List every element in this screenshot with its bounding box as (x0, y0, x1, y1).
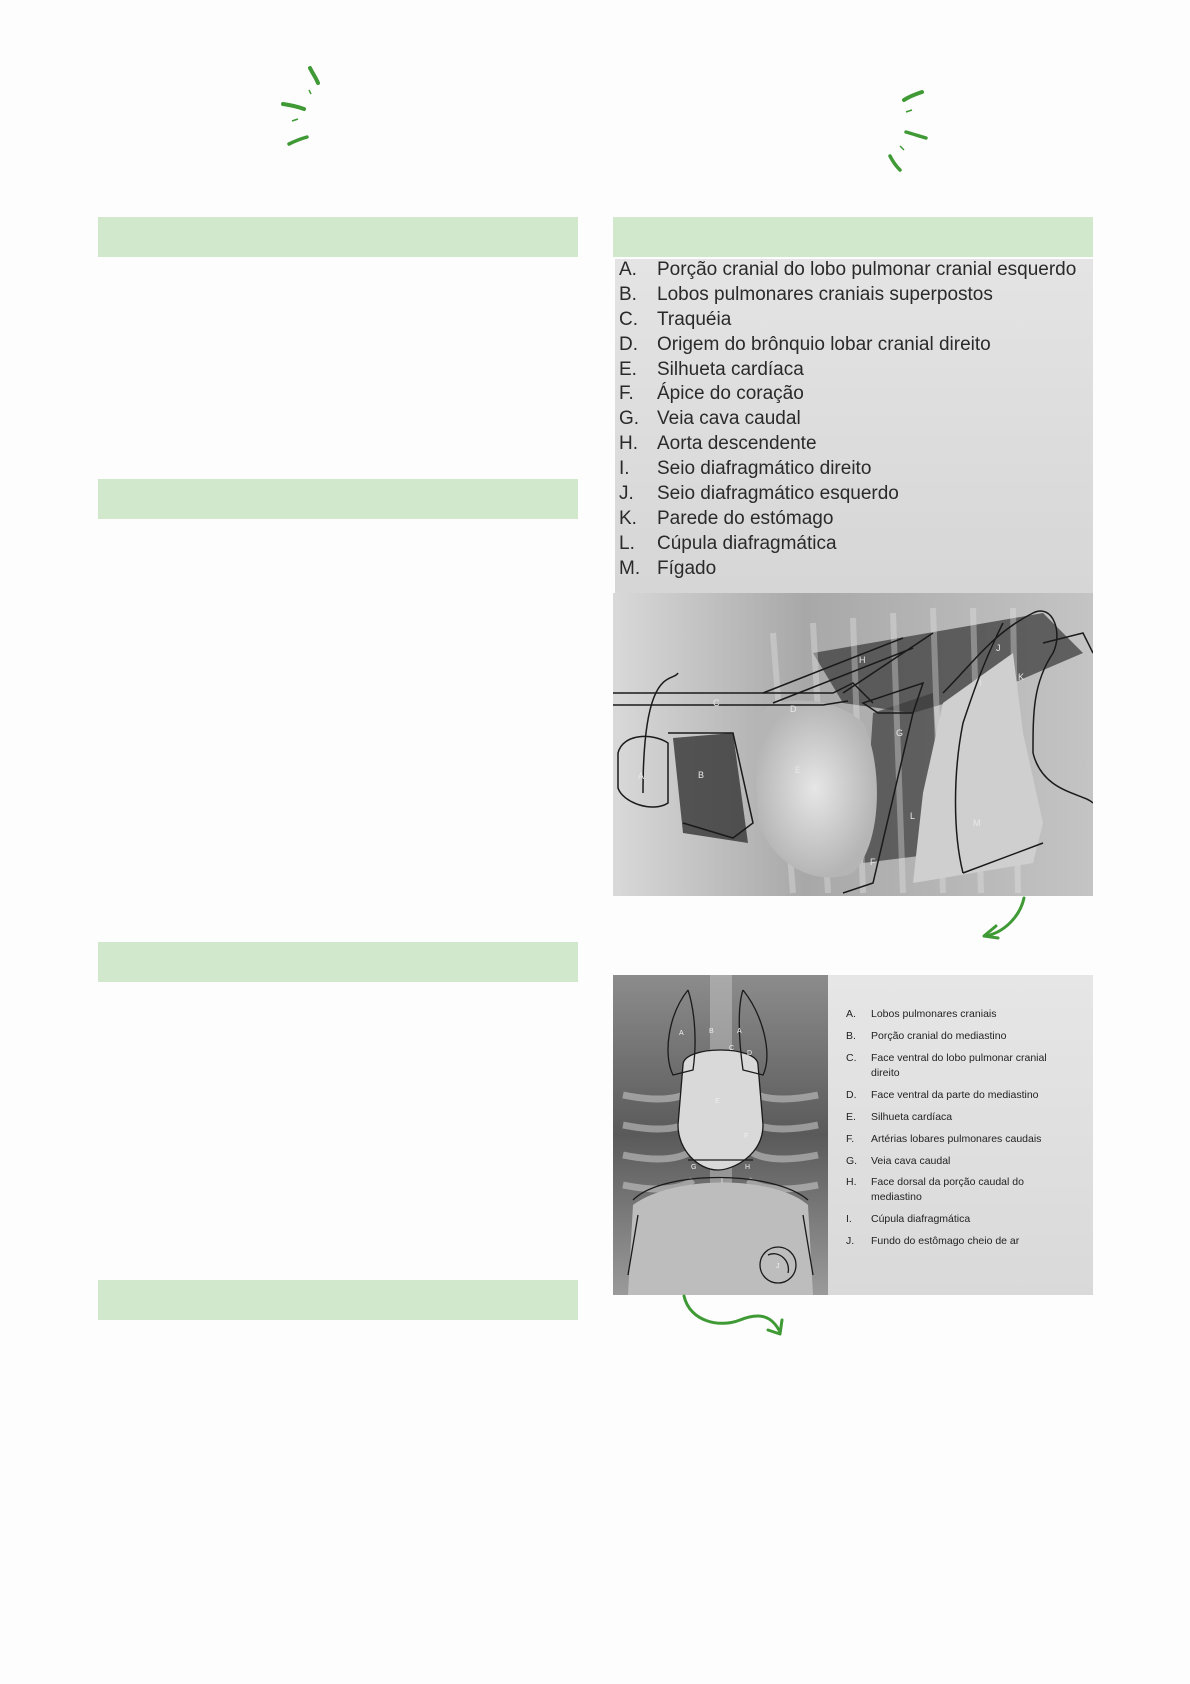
curved-arrow-icon (980, 896, 1028, 946)
section-bar-4 (98, 1280, 578, 1320)
sparkle-right-icon (886, 88, 934, 174)
legend-item: L. Cúpula diafragmática (619, 533, 837, 554)
xray1-label-l: L (910, 811, 916, 821)
xray2-label-f: F (744, 1133, 749, 1140)
xray2-label-b: B (709, 1028, 714, 1035)
xray2-label-c: C (729, 1045, 735, 1052)
xray1-label-j: J (996, 643, 1001, 653)
lateral-thorax-xray (613, 593, 1093, 896)
xray1-label-g: G (896, 728, 904, 738)
legend-item: B. Lobos pulmonares craniais superpostos (619, 284, 993, 305)
xray1-label-b: B (698, 770, 705, 780)
xray1-label-c: C (713, 698, 720, 708)
xray2-label-d: D (747, 1050, 753, 1057)
xray2-label-h: H (745, 1164, 751, 1171)
legend-item: M. Fígado (619, 558, 717, 579)
xray2-label-e: E (715, 1098, 720, 1105)
xray1-label-h: H (859, 655, 866, 665)
ventrodorsal-xray-figure (613, 975, 1093, 1295)
xray1-label-a: A (638, 771, 645, 781)
ventrodorsal-thorax-xray (613, 975, 828, 1295)
legend-item: G. Veia cava caudal (619, 408, 801, 429)
legend-item: D. Origem do brônquio lobar cranial direito (619, 334, 991, 355)
xray2-label-g: G (691, 1164, 697, 1171)
legend-item: J. Seio diafragmático esquerdo (619, 483, 899, 504)
legend-item: A. Porção cranial do lobo pulmonar cranial esquerdo (619, 259, 1077, 280)
section-bar-1 (98, 217, 578, 257)
xray1-label-i: I (979, 678, 982, 688)
legend-item: C. Traquéia (619, 309, 732, 330)
sparkle-left-icon (280, 66, 330, 148)
xray1-label-k: K (1018, 672, 1025, 682)
xray2-label-a-right: A (737, 1028, 742, 1035)
legend-item: F. Ápice do coração (619, 383, 804, 404)
xray2-label-a-left: A (679, 1030, 684, 1037)
lateral-xray-legend (615, 259, 1093, 593)
xray1-label-m: M (973, 818, 981, 828)
wavy-arrow-icon (680, 1292, 790, 1346)
ventrodorsal-xray-legend: A. Lobos pulmonares craniais B. Porção cranial do mediastino C. Face ventral do lobo pulmonar cranial direito D. Face ventral da parte do mediastino E. Silhueta cardíaca F. Artérias lobares pulmonares caudais G. Veia cava caudal H. Face dorsal da porção caudal do mediastino I. Cúpula diafragmática J. Fundo do estômago cheio de ar (828, 975, 1093, 1295)
xray2-label-i: I (721, 1178, 723, 1185)
xray1-label-f: F (870, 857, 876, 867)
section-bar-3 (98, 942, 578, 982)
legend-item: I. Seio diafragmático direito (619, 458, 872, 479)
legend-item: H. Aorta descendente (619, 433, 817, 454)
legend-item: E. Silhueta cardíaca (619, 359, 804, 380)
legend-item: K. Parede do estómago (619, 508, 834, 529)
section-bar-right (613, 217, 1093, 257)
xray1-label-e: E (795, 765, 802, 775)
section-bar-2 (98, 479, 578, 519)
xray1-label-d: D (790, 704, 797, 714)
xray2-label-j: J (776, 1263, 780, 1270)
